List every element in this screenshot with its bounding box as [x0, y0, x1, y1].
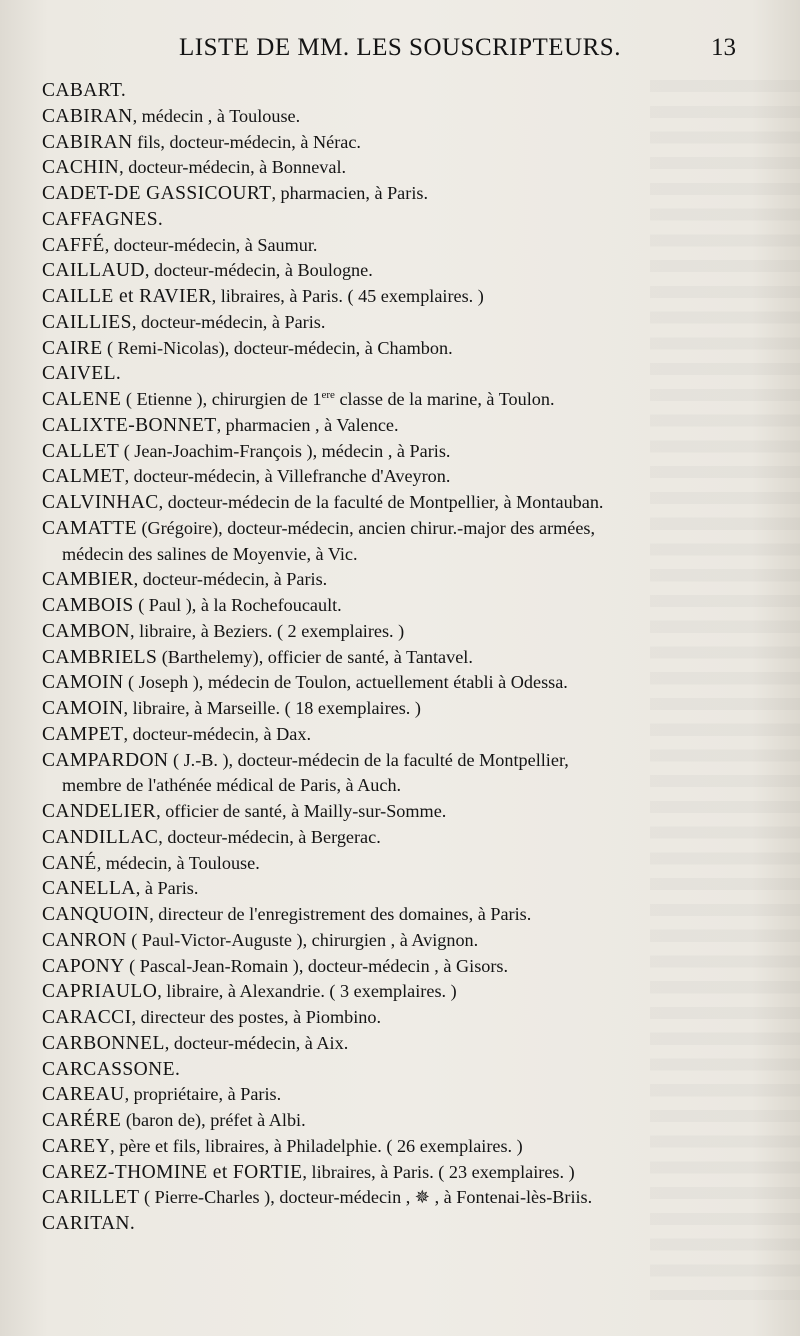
subscriber-name: CAILLAUD [42, 260, 145, 282]
subscriber-list [42, 78, 762, 1237]
subscriber-name: CAREZ-THOMINE et FORTIE [42, 1161, 303, 1183]
subscriber-name: CARÉRE [42, 1110, 122, 1131]
subscriber-name: CADET-DE GASSICOURT [42, 183, 272, 204]
subscriber-name: CABIRAN [42, 131, 133, 153]
subscriber-entry [42, 387, 762, 413]
page-header [0, 34, 800, 74]
subscriber-name: CALVINHAC [42, 492, 159, 513]
subscriber-details: (baron de), préfet à Albi. [121, 1110, 306, 1130]
subscriber-details: ( J.-B. ), docteur-médecin de la faculté de Montpellier, [168, 749, 569, 770]
subscriber-details: ( Etienne ), chirurgien de 1 [121, 389, 322, 409]
subscriber-details: , pharmacien , à Valence. [216, 414, 399, 435]
subscriber-name: CANÉ [42, 852, 97, 874]
subscriber-name: CAFFÉ [42, 234, 105, 256]
subscriber-entry [42, 439, 762, 465]
subscriber-name: CARACCI [42, 1007, 132, 1028]
subscriber-details: ( Paul ), à la Rochefoucault. [133, 595, 342, 615]
subscriber-entry [42, 516, 762, 542]
subscriber-entry [42, 310, 762, 336]
subscriber-name: CAPONY [42, 955, 125, 977]
subscriber-name: CAREY [42, 1135, 111, 1157]
subscriber-entry-continuation: médecin des salines de Moyenvie, à Vic. [62, 543, 358, 564]
subscriber-entry [42, 1108, 762, 1134]
subscriber-entry [42, 284, 762, 310]
subscriber-details: , à Paris. [135, 878, 199, 899]
subscriber-entry [42, 181, 762, 207]
subscriber-name: CAMOIN [42, 698, 124, 719]
subscriber-name: CAMBOIS [42, 595, 134, 616]
ordinal-superscript: ere [321, 388, 335, 401]
subscriber-details: , docteur-médecin, à Bergerac. [158, 826, 381, 847]
subscriber-details: , médecin, à Toulouse. [96, 852, 260, 873]
subscriber-entry [42, 645, 762, 671]
subscriber-name: CAMBON [42, 620, 130, 642]
subscriber-name: CAMATTE [42, 517, 137, 539]
subscriber-name: CARILLET [42, 1187, 140, 1209]
subscriber-entry [42, 567, 762, 593]
subscriber-name: CALLET [42, 440, 120, 462]
subscriber-entry [42, 954, 762, 980]
subscriber-entry [42, 722, 762, 748]
subscriber-details: ( Remi-Nicolas), docteur-médecin, à Chambon. [102, 337, 453, 358]
subscriber-name: CAFFAGNES. [42, 208, 164, 230]
subscriber-name: CALIXTE-BONNET [42, 414, 217, 436]
subscriber-entry [42, 876, 762, 902]
subscriber-entry [42, 1211, 762, 1237]
subscriber-details: , docteur-médecin, à Boulogne. [144, 260, 373, 281]
subscriber-entry [42, 979, 762, 1005]
subscriber-details: , directeur des postes, à Piombino. [131, 1007, 382, 1027]
subscriber-entry [42, 207, 762, 233]
subscriber-entry [42, 464, 762, 490]
subscriber-entry [42, 361, 762, 387]
subscriber-details: , libraire, à Alexandrie. ( 3 exemplaires. ) [157, 981, 457, 1002]
subscriber-details-continued: classe de la marine, à Toulon. [334, 389, 555, 409]
page-number: 13 [711, 34, 736, 61]
subscriber-name: CABIRAN [42, 105, 133, 127]
subscriber-entry [42, 1031, 762, 1057]
subscriber-details: , libraires, à Paris. ( 23 exemplaires. ) [302, 1161, 575, 1182]
subscriber-entry [42, 490, 762, 516]
subscriber-name: CAIVEL. [42, 363, 122, 385]
subscriber-entry [42, 902, 762, 928]
subscriber-details: ( Pierre-Charles ), docteur-médecin , ✵ , à Fontenai-lès-Briis. [139, 1187, 593, 1208]
subscriber-entry [42, 748, 762, 774]
subscriber-entry [42, 619, 762, 645]
subscriber-name: CANDILLAC [42, 826, 159, 848]
subscriber-details: fils, docteur-médecin, à Nérac. [132, 131, 361, 152]
subscriber-entry [42, 78, 762, 104]
subscriber-entry [42, 155, 762, 181]
subscriber-details: , docteur-médecin, à Dax. [123, 723, 311, 744]
subscriber-entry [42, 1134, 762, 1160]
subscriber-name: CAPRIAULO [42, 981, 158, 1003]
subscriber-details: , docteur-médecin, à Paris. [133, 569, 328, 590]
subscriber-name: CAMBIER [42, 569, 134, 591]
subscriber-name: CANDELIER [42, 801, 157, 822]
subscriber-name: CAIRE [42, 337, 103, 359]
subscriber-name: CALMET [42, 466, 125, 488]
subscriber-entry-continuation: membre de l'athénée médical de Paris, à Auch. [62, 775, 402, 796]
subscriber-name: CALENE [42, 389, 122, 410]
subscriber-name: CABART. [42, 80, 127, 101]
subscriber-entry [42, 670, 762, 696]
subscriber-name: CANRON [42, 929, 127, 951]
running-title: LISTE DE MM. LES SOUSCRIPTEURS. [179, 34, 621, 61]
subscriber-details: , médecin , à Toulouse. [132, 105, 301, 126]
subscriber-entry [42, 696, 762, 722]
subscriber-details: (Grégoire), docteur-médecin, ancien chirur.-major des armées, [136, 517, 596, 538]
subscriber-name: CAREAU [42, 1084, 125, 1106]
subscriber-details: , directeur de l'enregistrement des domaines, à Paris. [149, 904, 532, 924]
subscriber-entry [42, 1185, 762, 1211]
subscriber-details: , docteur-médecin, à Bonneval. [119, 157, 347, 178]
subscriber-name: CAILLE et RAVIER [42, 286, 212, 307]
subscriber-entry [42, 1057, 762, 1083]
subscriber-details: ( Jean-Joachim-François ), médecin , à Paris. [119, 440, 451, 461]
subscriber-details: , docteur-médecin, à Aix. [164, 1032, 349, 1053]
subscriber-name: CAMBRIELS [42, 646, 158, 668]
subscriber-details: ( Pascal-Jean-Romain ), docteur-médecin , à Gisors. [124, 955, 509, 976]
subscriber-entry [42, 233, 762, 259]
subscriber-details: (Barthelemy), officier de santé, à Tantavel. [157, 646, 473, 667]
subscriber-details: , libraire, à Beziers. ( 2 exemplaires. ) [130, 620, 405, 641]
subscriber-name: CAMPET [42, 723, 124, 745]
subscriber-name: CANELLA [42, 878, 136, 900]
subscriber-entry [42, 851, 762, 877]
subscriber-name: CARCASSONE. [42, 1058, 181, 1080]
subscriber-entry [42, 413, 762, 439]
subscriber-details: , propriétaire, à Paris. [124, 1084, 282, 1105]
subscriber-details: ( Paul-Victor-Auguste ), chirurgien , à Avignon. [126, 929, 479, 950]
subscriber-entry [42, 799, 762, 825]
subscriber-details: , libraires, à Paris. ( 45 exemplaires. ) [211, 286, 484, 306]
subscriber-entry [42, 593, 762, 619]
subscriber-name: CAMOIN [42, 672, 124, 694]
subscriber-entry [42, 928, 762, 954]
subscriber-name: CARITAN. [42, 1213, 136, 1234]
subscriber-details: ( Joseph ), médecin de Toulon, actuellement établi à Odessa. [123, 672, 568, 693]
subscriber-details: , docteur-médecin, à Villefranche d'Aveyron. [124, 466, 451, 487]
subscriber-details: , officier de santé, à Mailly-sur-Somme. [156, 801, 447, 821]
subscriber-name: CANQUOIN [42, 904, 150, 925]
subscriber-name: CACHIN [42, 157, 120, 179]
subscriber-name: CARBONNEL [42, 1032, 165, 1054]
subscriber-entry [42, 1005, 762, 1031]
subscriber-name: CAMPARDON [42, 749, 169, 771]
subscriber-entry [42, 130, 762, 156]
subscriber-entry [42, 336, 762, 362]
subscriber-entry [42, 1082, 762, 1108]
subscriber-details: , docteur-médecin, à Saumur. [104, 234, 318, 255]
subscriber-entry [42, 258, 762, 284]
subscriber-details: , docteur-médecin, à Paris. [131, 311, 326, 332]
subscriber-entry [42, 1160, 762, 1186]
subscriber-name: CAILLIES [42, 311, 132, 333]
subscriber-entry [42, 825, 762, 851]
subscriber-details: , père et fils, libraires, à Philadelphie. ( 26 exemplaires. ) [110, 1135, 523, 1156]
subscriber-details: , docteur-médecin de la faculté de Montpellier, à Montauban. [158, 492, 604, 512]
subscriber-entry [42, 104, 762, 130]
subscriber-details: , pharmacien, à Paris. [271, 183, 428, 203]
subscriber-details: , libraire, à Marseille. ( 18 exemplaires. ) [123, 698, 421, 718]
